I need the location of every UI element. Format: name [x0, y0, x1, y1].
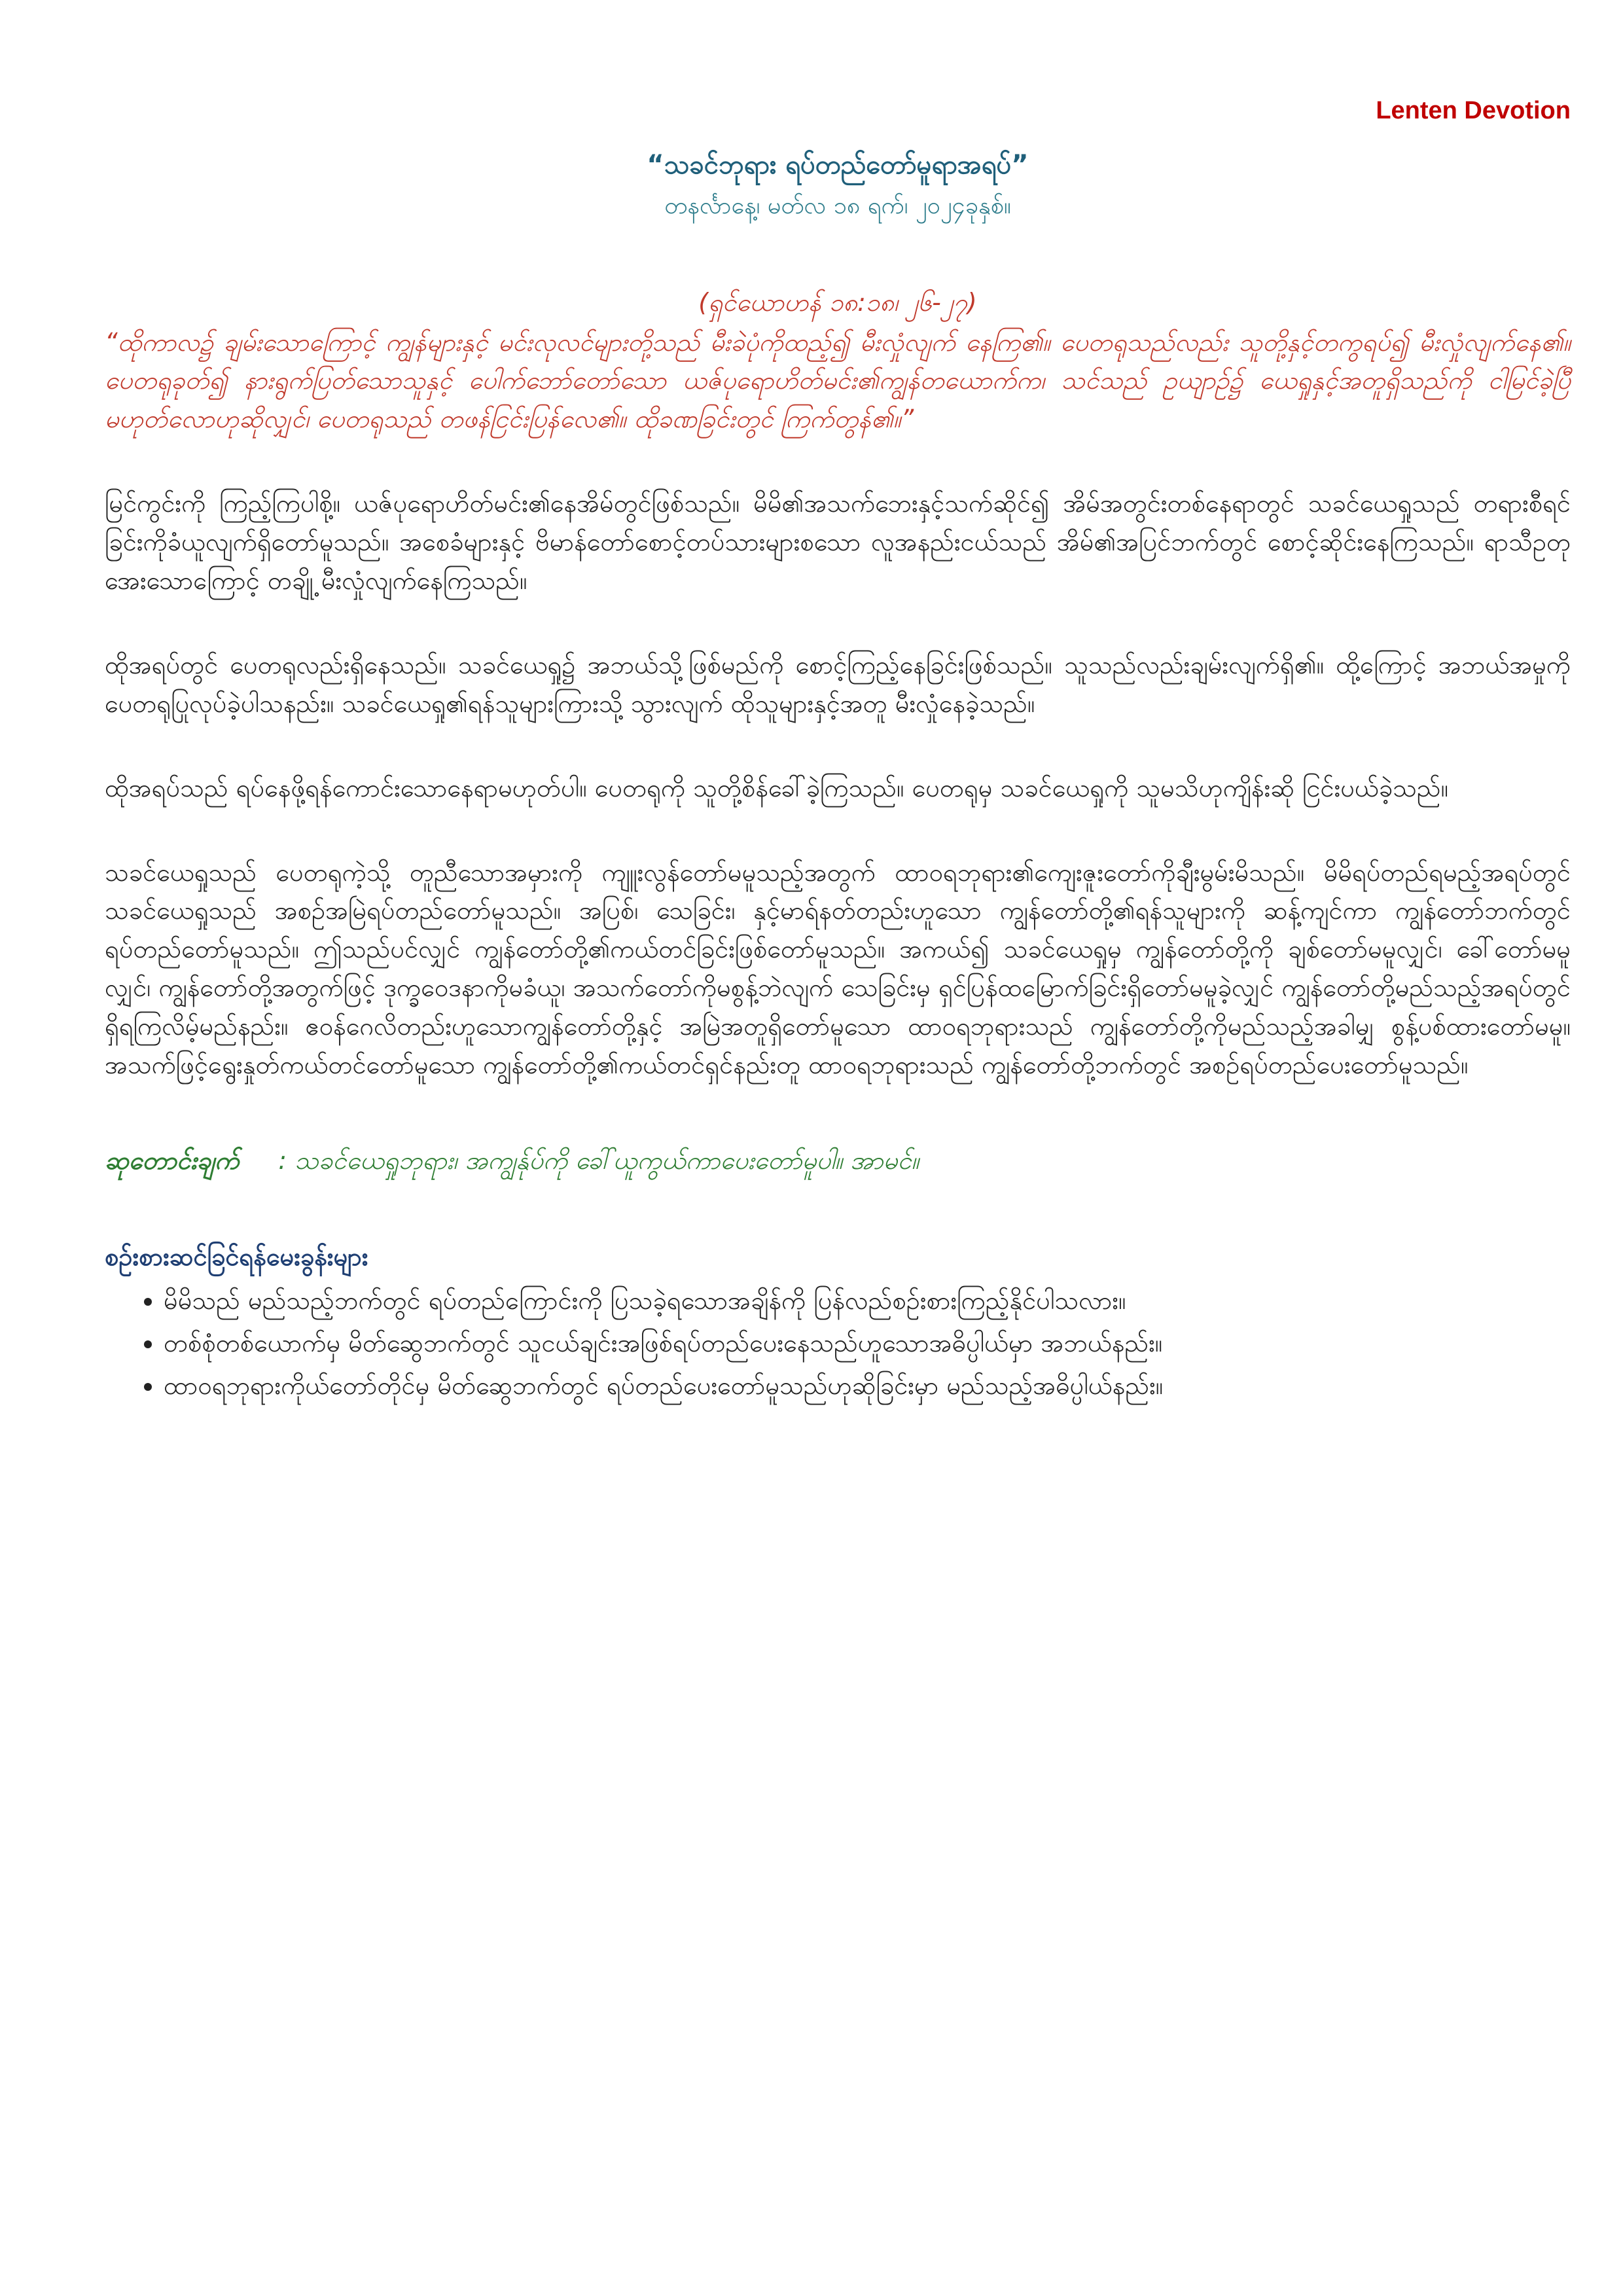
- list-item: • မိမိသည် မည်သည့်ဘက်တွင် ရပ်တည်ကြောင်းကို ပြသခဲ့ရသောအချိန်ကို ပြန်လည်စဉ်းစားကြည့်နိုင်ပါသလား။: [164, 1281, 1571, 1321]
- document-page: [105, 92, 1571, 1408]
- date-line: တနင်္လာနေ့၊ မတ်လ ၁၈ ရက်၊ ၂၀၂၄ခုနှစ်။: [664, 192, 1011, 219]
- paragraph-2: ထိုအရပ်တွင် ပေတရုလည်းရှိနေသည်။ သခင်ယေရှု၌ အဘယ်သို့ဖြစ်မည်ကို စောင့်ကြည့်နေခြင်းဖြစ်သည်။ သူသည်လည်းချမ်းလျက်ရှိ၏။ ထို့ကြောင့် အဘယ်အမှုကို ပေတရုပြုလုပ်ခဲ့ပါသနည်း။ သခင်ယေရှု၏ရန်သူများကြားသို့ သွားလျက် ထိုသူများနှင့်အတူ မီးလှုံနေခဲ့သည်။: [105, 650, 1571, 718]
- scripture-reference: (ရှင်ယောဟန် ၁၈:၁၈၊ ၂၆-၂၇): [698, 288, 977, 317]
- scripture-text: “ထိုကာလ၌ ချမ်းသောကြောင့် ကျွန်များနှင့် မင်းလုလင်များတို့သည် မီးခဲပုံကိုထည့်၍ မီးလှုံလျက် နေကြ၏။ ပေတရုသည်လည်း သူတို့နှင့်တကွရပ်၍ မီးလှုံလျက်နေ၏။ ပေတရုခုတ်၍ နားရွက်ပြတ်သောသူနှင့် ပေါက်ဘော်တော်သော ယဇ်ပုရောဟိတ်မင်း၏ကျွန်တယောက်က၊ သင်သည် ဥယျာဉ်၌ ယေရှုနှင့်အတူရှိသည်ကို ငါမြင်ခဲ့ပြီ မဟုတ်လောဟုဆိုလျှင်၊ ပေတရုသည် တဖန်ငြင်းပြန်လေ၏။ ထိုခဏခြင်းတွင် ကြက်တွန်၏။”: [105, 327, 1571, 434]
- list-item: • ထာဝရဘုရားကိုယ်တော်တိုင်မှ မိတ်ဆွေဘက်တွင် ရပ်တည်ပေးတော်မူသည်ဟုဆိုခြင်းမှာ မည်သည့်အဓိပ္ပါယ်နည်း။: [164, 1366, 1571, 1406]
- prayer-text: : သခင်ယေရှုဘုရား၊ အကျွန်ုပ်ကို ခေါ်ယူကွယ်ကာပေးတော်မူပါ။ အာမင်။: [278, 1145, 919, 1175]
- reflection-questions: [105, 1281, 1571, 1405]
- reflection-title: စဉ်းစားဆင်ခြင်ရန်မေးခွန်းများ: [105, 1242, 368, 1271]
- header-tag: Lenten Devotion: [1376, 97, 1571, 124]
- prayer-section: [105, 1142, 1571, 1179]
- paragraph-1: မြင်ကွင်းကို ကြည့်ကြပါစို့။ ယဇ်ပုရောဟိတ်မင်း၏နေအိမ်တွင်ဖြစ်သည်။ မိမိ၏အသက်ဘေးနှင့်သက်ဆိုင်၍ အိမ်အတွင်းတစ်နေရာတွင် သခင်ယေရှုသည် တရားစီရင်ခြင်းကိုခံယူလျက်ရှိတော်မူသည်။ အစေခံများနှင့် ဗိမာန်တော်စောင့်တပ်သားများစသော လူအနည်းငယ်သည် အိမ်၏အပြင်ဘက်တွင် စောင့်ဆိုင်းနေကြသည်။ ရာသီဥတုအေးသောကြောင့် တချို့ မီးလှုံလျက်နေကြသည်။: [105, 489, 1571, 596]
- paragraph-3: ထိုအရပ်သည် ရပ်နေဖို့ရန်ကောင်းသောနေရာမဟုတ်ပါ။ ပေတရုကို သူတို့စိန်ခေါ်ခဲ့ကြသည်။ ပေတရုမှ သခင်ယေရှုကို သူမသိဟုကျိန်းဆို ငြင်းပယ်ခဲ့သည်။: [105, 773, 1449, 802]
- paragraph-4: သခင်ယေရှုသည် ပေတရုကဲ့သို့ တူညီသောအမှားကို ကျူးလွန်တော်မမူသည့်အတွက် ထာဝရဘုရား၏ကျေးဇူးတော်ကိုချီးမွမ်းမိသည်။ မိမိရပ်တည်ရမည့်အရပ်တွင် သခင်ယေရှုသည် အစဉ်အမြဲရပ်တည်တော်မူသည်။ အပြစ်၊ သေခြင်း၊ နှင့်မာရ်နတ်တည်းဟူသော ကျွန်တော်တို့၏ရန်သူများကို ဆန့်ကျင်ကာ ကျွန်တော်ဘက်တွင် ရပ်တည်တော်မူသည်။ ဤသည်ပင်လျှင် ကျွန်တော်တို့၏ကယ်တင်ခြင်းဖြစ်တော်မူသည်။ အကယ်၍ သခင်ယေရှုမှ ကျွန်တော်တို့ကို ချစ်တော်မမူလျှင်၊ ခေါ်တော်မမူလျှင်၊ ကျွန်တော်တို့အတွက်ဖြင့် ဒုက္ခဝေဒနာကိုမခံယူ၊ အသက်တော်ကိုမစွန့်ဘဲလျက် သေခြင်းမှ ရှင်ပြန်ထမြောက်ခြင်းရှိတော်မမူခဲ့လျှင် ကျွန်တော်တို့မည်သည့်အရပ်တွင်ရှိရကြလိမ့်မည်နည်း။ ဧဝန်ဂေလိတည်းဟူသောကျွန်တော်တို့နှင့် အမြဲအတူရှိတော်မူသော ထာဝရဘုရားသည် ကျွန်တော်တို့ကိုမည်သည့်အခါမျှ စွန့်ပစ်ထားတော်မမူ။ အသက်ဖြင့်ရွေးနှုတ်ကယ်တင်တော်မူသော ကျွန်တော်တို့၏ကယ်တင်ရှင်နည်းတူ ထာဝရဘုရားသည် ကျွန်တော်တို့ဘက်တွင် အစဉ်ရပ်တည်ပေးတော်မူသည်။: [105, 857, 1571, 1080]
- list-item: • တစ်စုံတစ်ယောက်မှ မိတ်ဆွေဘက်တွင် သူငယ်ချင်းအဖြစ်ရပ်တည်ပေးနေသည်ဟူသောအဓိပ္ပါယ်မှာ အဘယ်နည်း။: [164, 1323, 1571, 1363]
- prayer-label: ဆုတောင်းချက်: [105, 1145, 240, 1175]
- page-title: “သခင်ဘုရား ရပ်တည်တော်မူရာအရပ်”: [647, 150, 1029, 180]
